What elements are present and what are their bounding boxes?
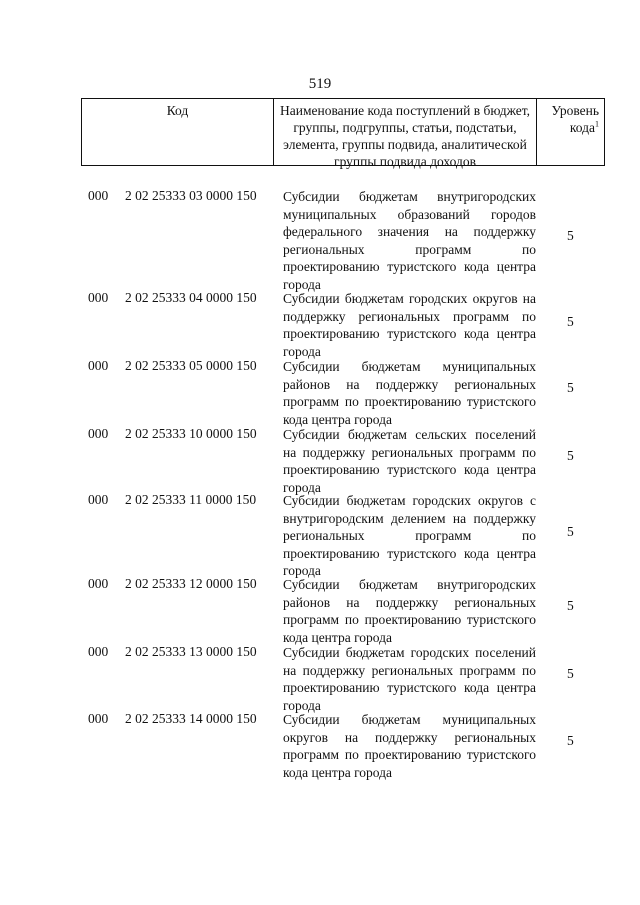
row-prefix: 000: [88, 492, 109, 507]
row-code: 2 02 25333 10 0000 150: [125, 426, 257, 441]
row-prefix: 000: [88, 290, 109, 305]
row-prefix: 000: [88, 644, 109, 659]
row-prefix: 000: [88, 576, 109, 591]
row-level: 5: [567, 524, 574, 539]
row-description: Субсидии бюджетам городских округов на поддержку региональных программ по проектированию туристского кода центра города: [283, 291, 536, 359]
header-level-footnote: 1: [595, 119, 599, 129]
row-code: 2 02 25333 12 0000 150: [125, 576, 257, 591]
table-header: [81, 98, 605, 169]
row-level: 5: [567, 666, 574, 681]
row-level: 5: [567, 228, 574, 243]
header-level: [537, 99, 604, 165]
page-number: 519: [308, 76, 332, 92]
row-level: 5: [567, 380, 574, 395]
header-name: Наименование кода поступлений в бюджет, группы, подгруппы, статьи, подстатьи, элемента, группы подвида, аналитической группы подвида доходов: [274, 99, 537, 165]
row-code: 2 02 25333 14 0000 150: [125, 711, 257, 726]
row-code: 2 02 25333 05 0000 150: [125, 358, 257, 373]
row-prefix: 000: [88, 358, 109, 373]
row-description: Субсидии бюджетам городских округов с внутригородским делением на поддержку региональных программ по проектированию туристского кода центра города: [283, 493, 536, 579]
row-description: Субсидии бюджетам городских поселений на поддержку региональных программ по проектированию туристского кода центра города: [283, 645, 536, 713]
row-prefix: 000: [88, 188, 109, 203]
row-code: 2 02 25333 03 0000 150: [125, 188, 257, 203]
row-code: 2 02 25333 04 0000 150: [125, 290, 257, 305]
row-description: Субсидии бюджетам муниципальных районов на поддержку региональных программ по проектированию туристского кода центра города: [283, 359, 536, 427]
row-description: Субсидии бюджетам внутригородских районов на поддержку региональных программ по проектированию туристского кода центра города: [283, 577, 536, 645]
header-level-label: Уровень кода: [551, 103, 599, 135]
row-level: 5: [567, 314, 574, 329]
row-description: Субсидии бюджетам сельских поселений на поддержку региональных программ по проектированию туристского кода центра города: [283, 427, 536, 495]
row-prefix: 000: [88, 711, 109, 726]
row-code: 2 02 25333 13 0000 150: [125, 644, 257, 659]
row-level: 5: [567, 733, 574, 748]
row-description: Субсидии бюджетам муниципальных округов на поддержку региональных программ по проектированию туристского кода центра города: [283, 712, 536, 780]
row-level: 5: [567, 598, 574, 613]
row-prefix: 000: [88, 426, 109, 441]
row-level: 5: [567, 448, 574, 463]
header-code: Код: [82, 99, 274, 165]
row-code: 2 02 25333 11 0000 150: [125, 492, 257, 507]
row-description: Субсидии бюджетам внутригородских муниципальных образований городов федерального значения на поддержку региональных программ по проектированию туристского кода центра города: [283, 189, 536, 292]
